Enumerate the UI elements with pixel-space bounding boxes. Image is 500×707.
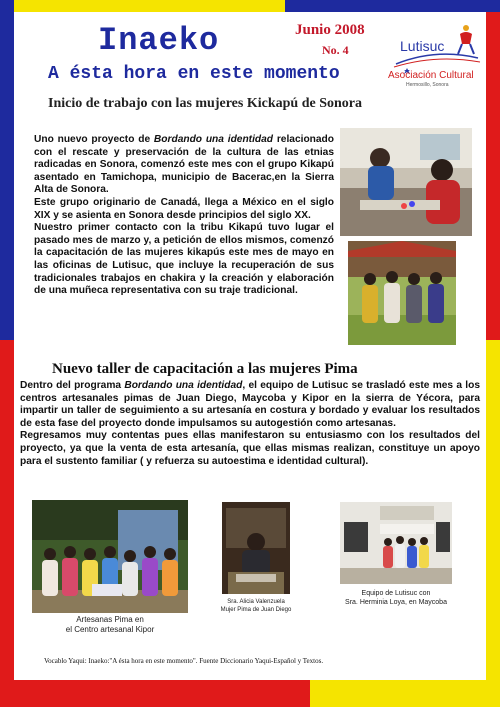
- article2-paragraph-2: Regresamos muy contentas pues ellas manifestaron su entusiasmo con los resultados del proyecto, ya que la venta de esta artesanía, que ellas mismas realizan, constituye un apoyo para el sustento familiar ( y refuerza su autoestima e identidad cultural).: [20, 430, 480, 467]
- logo-name: Lutisuc: [400, 38, 445, 54]
- article2-body: [20, 380, 480, 468]
- newsletter-title: Inaeko: [98, 22, 220, 59]
- photo-lutisuc-team-maycoba: [340, 502, 452, 584]
- article1-paragraph-1: Uno nuevo proyecto de Bordando una identidad relacionado con el rescate y preservación de la cultura de las etnias radicadas en Sonora, comenzó este mes con el grupo Kikapú asentado en Tamichopa, municipio de Bacerac,en la Sierra Alta de Sonora.: [34, 134, 334, 196]
- photo-kickapu-group: [348, 241, 456, 345]
- article1-headline: Inicio de trabajo con las mujeres Kickapú de Sonora: [48, 96, 362, 111]
- caption-lutisuc-team: Equipo de Lutisuc con Sra. Herminia Loya, en Maycoba: [345, 590, 447, 606]
- newsletter-subtitle: A ésta hora en este momento: [48, 64, 340, 84]
- article2-headline: Nuevo taller de capacitación a las mujeres Pima: [52, 361, 358, 377]
- border-left-blue: [0, 0, 14, 340]
- photo-kickapu-beadwork: [340, 128, 472, 236]
- article1-body: [34, 134, 334, 298]
- photo-alicia-valenzuela: [222, 502, 290, 594]
- article1-paragraph-2: Este grupo originario de Canadá, llega a México en el siglo XIX y se asienta en Sonora desde principios del siglo XX.: [34, 196, 334, 221]
- border-left-red: [0, 340, 14, 707]
- border-top-yellow: [0, 0, 285, 12]
- article1-paragraph-3: Nuestro primer contacto con la tribu Kikapú tuvo lugar el pasado mes de marzo y, a petición de ellos mismos, comenzó la capacitación de las mujeres kikapús este mes de mayo en las oficinas de Lutisuc, que incluye la recuperación de sus tradicionales trabajos en chakira y la creación y elaboración de una muñeca representativa con su traje tradicional.: [34, 222, 334, 297]
- photo-pima-artisans-kipor: [32, 500, 188, 613]
- issue-date: Junio 2008: [295, 22, 365, 38]
- logo-city: Hermosillo, Sonora: [406, 82, 449, 88]
- border-bottom-yellow: [310, 680, 500, 707]
- article2-paragraph-1: Dentro del programa Bordando una identidad, el equipo de Lutisuc se trasladó este mes a los centros artesanales pimas de Juan Diego, Maycoba y Kipor en la sierra de Yécora, para impartir un taller de seguimiento a su artesanía en costura y bordado y evaluar los resultados de esta fase del proyecto donde impulsamos su autogestión como artesanas.: [20, 380, 480, 429]
- lutisuc-logo: [386, 18, 486, 86]
- border-right-red: [486, 12, 500, 340]
- border-bottom-red: [0, 680, 310, 707]
- issue-number: No. 4: [322, 43, 349, 57]
- caption-pima-artisans: Artesanas Pima en el Centro artesanal Kipor: [65, 615, 155, 634]
- caption-alicia-valenzuela: Sra. Alicia Valenzuela Mujer Pima de Juan Diego: [220, 599, 292, 613]
- footer-note: Vocablo Yaqui: Inaeko:"A ésta hora en este momento". Fuente Diccionario Yaqui-Español y Textos.: [44, 657, 324, 665]
- logo-org: Asociación Cultural: [388, 70, 474, 81]
- border-top-blue: [285, 0, 500, 12]
- border-right-yellow: [486, 340, 500, 707]
